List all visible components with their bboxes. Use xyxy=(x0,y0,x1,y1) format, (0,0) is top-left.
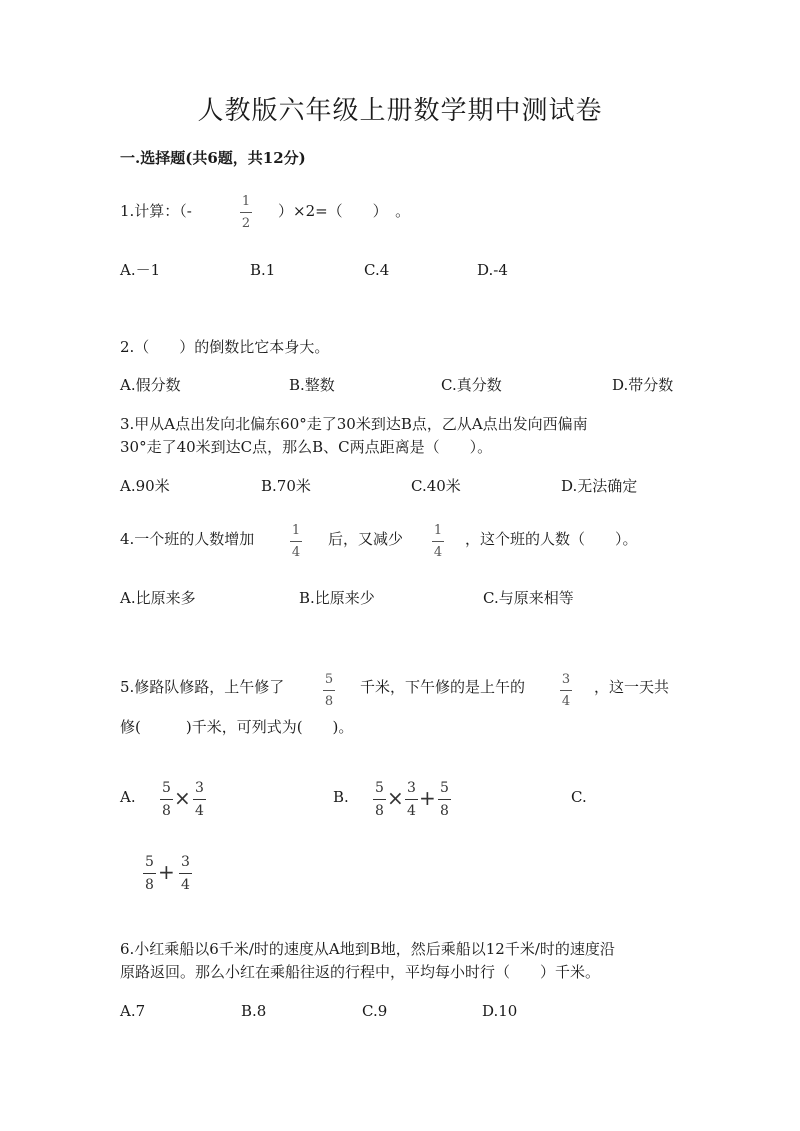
q4-part-3: ，这个班的人数（ ）。 xyxy=(465,530,638,548)
q5-part-3: ，这一天共 xyxy=(594,678,670,696)
times-operator: × xyxy=(174,786,191,810)
fraction-bar xyxy=(160,799,173,800)
plus-operator: + xyxy=(158,860,175,884)
fraction-bar xyxy=(290,541,302,542)
fraction-numerator: 5 xyxy=(375,780,384,796)
q3-option-c: C.40米 xyxy=(411,477,461,495)
fraction-denominator: 4 xyxy=(291,545,301,560)
fraction-numerator: 3 xyxy=(561,672,571,687)
q3-line-1: 3.甲从A点出发向北偏东60°走了30米到达B点，乙从A点出发向西偏南 xyxy=(120,415,588,433)
q2-option-b: B.整数 xyxy=(289,376,335,394)
q1-option-a: A.－1 xyxy=(120,261,161,279)
q1-prefix: 1.计算：（- xyxy=(120,202,192,220)
fraction-denominator: 8 xyxy=(324,694,334,709)
q6-option-d: D.10 xyxy=(482,1002,518,1020)
q1-suffix: ）×2=（ ） 。 xyxy=(278,202,411,220)
fraction-denominator: 4 xyxy=(561,694,571,709)
q5-part-2: 千米，下午修的是上午的 xyxy=(360,678,526,696)
section-heading: 一.选择题(共6题，共12分) xyxy=(120,149,306,167)
fraction-denominator: 4 xyxy=(195,803,204,819)
q5-option-b-label: B. xyxy=(333,788,349,806)
q5-option-a-fraction-2 xyxy=(193,781,206,818)
q5-option-b-fraction-3 xyxy=(438,781,451,818)
fraction-numerator: 5 xyxy=(440,780,449,796)
q5-option-b-fraction-2 xyxy=(405,781,418,818)
fraction-numerator: 1 xyxy=(433,523,443,538)
q5-option-c-fraction-2 xyxy=(179,855,192,892)
fraction-denominator: 8 xyxy=(145,877,154,893)
fraction-denominator: 4 xyxy=(181,877,190,893)
q3-option-d: D.无法确定 xyxy=(561,477,638,495)
q3-option-a: A.90米 xyxy=(120,477,170,495)
fraction-numerator: 3 xyxy=(181,854,190,870)
fraction-numerator: 3 xyxy=(195,780,204,796)
q5-line-2: 修( )千米，可列式为( )。 xyxy=(120,718,354,736)
q4-fraction-2 xyxy=(432,524,444,559)
plus-operator: + xyxy=(419,786,436,810)
fraction-bar xyxy=(143,873,156,874)
fraction-numerator: 3 xyxy=(407,780,416,796)
fraction-numerator: 5 xyxy=(324,672,334,687)
q4-part-1: 4.一个班的人数增加 xyxy=(120,530,255,548)
q4-option-c: C.与原来相等 xyxy=(483,589,574,607)
q3-line-2: 30°走了40米到达C点，那么B、C两点距离是（ ）。 xyxy=(120,438,493,456)
q5-option-c-fraction-1 xyxy=(143,855,156,892)
fraction-bar xyxy=(438,799,451,800)
page-title: 人教版六年级上册数学期中测试卷 xyxy=(197,96,603,126)
fraction-numerator: 5 xyxy=(145,854,154,870)
fraction-denominator: 8 xyxy=(162,803,171,819)
fraction-denominator: 4 xyxy=(407,803,416,819)
q5-option-a-label: A. xyxy=(120,788,136,806)
q5-option-a-fraction-1 xyxy=(160,781,173,818)
q6-option-a: A.7 xyxy=(120,1002,146,1020)
q5-fraction-2 xyxy=(560,673,572,708)
fraction-numerator: 1 xyxy=(241,194,251,209)
q1-fraction xyxy=(240,195,252,230)
fraction-bar xyxy=(373,799,386,800)
q4-option-a: A.比原来多 xyxy=(120,589,196,607)
fraction-bar xyxy=(405,799,418,800)
q6-line-2: 原路返回。那么小红在乘船往返的行程中，平均每小时行（ ）千米。 xyxy=(120,963,601,981)
q5-option-c-label: C. xyxy=(571,788,587,806)
q6-option-b: B.8 xyxy=(241,1002,267,1020)
fraction-bar xyxy=(560,690,572,691)
times-operator: × xyxy=(387,786,404,810)
q4-option-b: B.比原来少 xyxy=(299,589,375,607)
q4-part-2: 后，又减少 xyxy=(328,530,404,548)
q5-option-b-fraction-1 xyxy=(373,781,386,818)
q2-option-c: C.真分数 xyxy=(441,376,502,394)
q6-line-1: 6.小红乘船以6千米/时的速度从A地到B地，然后乘船以12千米/时的速度沿 xyxy=(120,940,615,958)
q6-option-c: C.9 xyxy=(362,1002,388,1020)
q4-fraction-1 xyxy=(290,524,302,559)
q1-option-c: C.4 xyxy=(364,261,390,279)
fraction-denominator: 8 xyxy=(375,803,384,819)
fraction-bar xyxy=(193,799,206,800)
fraction-numerator: 1 xyxy=(291,523,301,538)
fraction-bar xyxy=(432,541,444,542)
q1-option-b: B.1 xyxy=(250,261,276,279)
q1-option-d: D.-4 xyxy=(477,261,508,279)
q3-option-b: B.70米 xyxy=(261,477,311,495)
fraction-bar xyxy=(240,212,252,213)
q5-fraction-1 xyxy=(323,673,335,708)
q2-option-d: D.带分数 xyxy=(612,376,674,394)
q2-text: 2.（ ）的倒数比它本身大。 xyxy=(120,338,330,356)
q5-part-1: 5.修路队修路，上午修了 xyxy=(120,678,285,696)
fraction-numerator: 5 xyxy=(162,780,171,796)
fraction-denominator: 2 xyxy=(241,216,251,231)
q2-option-a: A.假分数 xyxy=(120,376,181,394)
fraction-bar xyxy=(323,690,335,691)
fraction-denominator: 8 xyxy=(440,803,449,819)
fraction-denominator: 4 xyxy=(433,545,443,560)
fraction-bar xyxy=(179,873,192,874)
